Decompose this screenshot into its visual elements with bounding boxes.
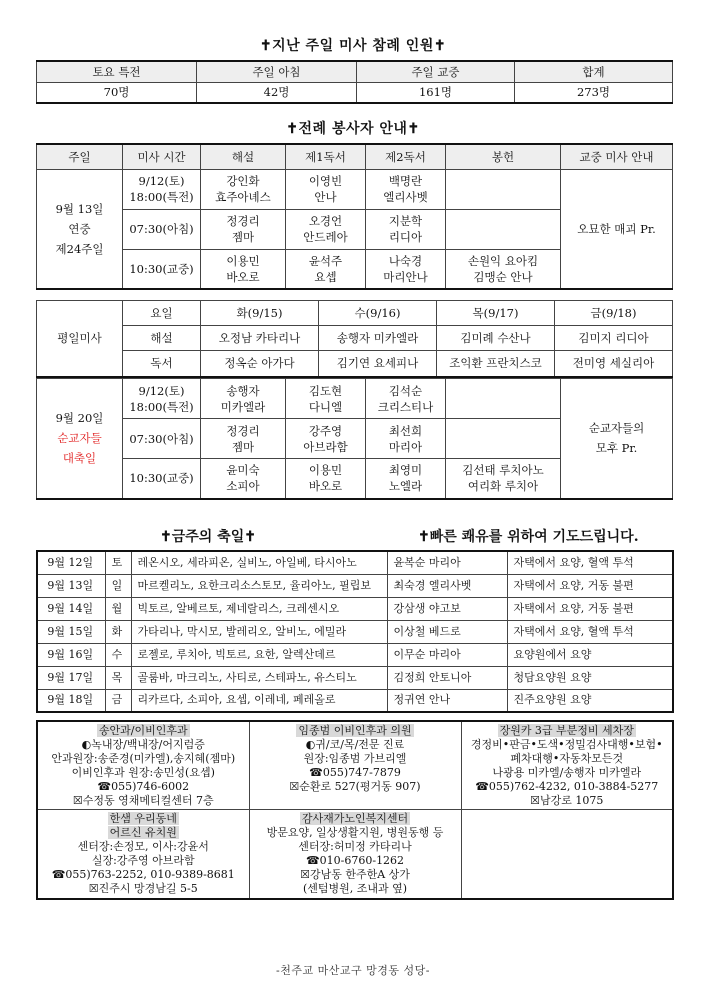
- feast-row: [37, 689, 673, 712]
- feast-date: 9월 12일: [37, 551, 105, 574]
- sunday2-table: [36, 378, 673, 500]
- weekday-table: [36, 300, 673, 378]
- attendance-value: 42명: [197, 82, 357, 103]
- reader2: 지분학 리디아: [366, 209, 446, 249]
- mass-time: 07:30(아침): [123, 419, 201, 459]
- sunday2-notice: 순교자들의 모후 Pr.: [561, 379, 673, 499]
- commentator: 강인화 효주아녜스: [201, 169, 286, 209]
- feast-dow: 목: [105, 666, 131, 689]
- reader1: 강주영 아브라함: [286, 419, 366, 459]
- mass-time: 9/12(토) 18:00(특전): [123, 379, 201, 419]
- reader1: 오경언 안드레아: [286, 209, 366, 249]
- sunday1-day-line3: 제24주일: [55, 241, 104, 256]
- commentator: 정경리 젬마: [201, 419, 286, 459]
- weekday-cell: 전미영 세실리아: [555, 351, 673, 377]
- mass-time: 10:30(교중): [123, 459, 201, 499]
- weekday-cell: 김미례 수산나: [437, 326, 555, 351]
- feast-status: 청담요양원 요양: [507, 666, 673, 689]
- attendance-header: 합계: [515, 61, 673, 82]
- weekday-cell: 오정남 카타리나: [201, 326, 319, 351]
- servers-header: 봉헌: [446, 144, 561, 169]
- commentator: 이용민 바오로: [201, 249, 286, 289]
- feast-date: 9월 16일: [37, 643, 105, 666]
- feast-row: [37, 551, 673, 574]
- feast-saints: 로젤로, 루치아, 빅토르, 요한, 알렉산데르: [131, 643, 387, 666]
- offertory: 김선태 루치아노 여리화 루치아: [446, 459, 561, 499]
- attendance-table: [36, 60, 673, 104]
- feast-row: [37, 643, 673, 666]
- ad-song-clinic: 송안과/이비인후과 ◐녹내장/백내장/어지럼증 안과원장:송준경(미카엘),송지혜(젬마) 이비인후과 원장:송민성(요셉) ☎055)746-6002 ☒수정동 영채메티컬센터 7층: [37, 721, 249, 809]
- feast-dow: 토: [105, 551, 131, 574]
- sunday1-day-line2: 연중: [68, 221, 91, 236]
- weekday-label: 평일미사: [37, 301, 123, 377]
- offertory: [446, 419, 561, 459]
- attendance-title: ✝지난 주일 미사 참례 인원✝: [259, 38, 447, 54]
- feast-status: 자택에서 요양, 거동 불편: [507, 574, 673, 597]
- servers-header: 미사 시간: [123, 144, 201, 169]
- feast-status: 자택에서 요양, 거동 불편: [507, 597, 673, 620]
- feast-row: [37, 666, 673, 689]
- feast-row: [37, 574, 673, 597]
- feasts-title: ✝금주의 축일✝: [160, 529, 256, 545]
- attendance-value: 161명: [357, 82, 515, 103]
- feast-patient: 김정희 안토니아: [387, 666, 507, 689]
- ad-car-service: 장원카 3급 부분정비 세차장 경정비•판금•도색•정밀검사대행•보험• 폐차대행•자동차모든것 나광용 미카엘/송행자 미카엘라 ☎055)762-4232, 010-3884-5277 ☒남강로 1075: [461, 721, 673, 809]
- feast-patient: 정귀연 안나: [387, 689, 507, 712]
- servers-header: 제2독서: [366, 144, 446, 169]
- mass-time: 07:30(아침): [123, 209, 201, 249]
- servers-header: 해설: [201, 144, 286, 169]
- feast-saints: 가타리나, 막시모, 발레리오, 알비노, 에밀라: [131, 620, 387, 643]
- sunday2-day-line1: 9월 20일: [55, 411, 104, 426]
- commentator: 정경리 젬마: [201, 209, 286, 249]
- servers-header: 주일: [37, 144, 123, 169]
- ad-hansaem: 한샘 우리동네 어르신 유치원 센터장:손정모, 이사:강윤서 실장:강주영 아브라함 ☎055)763-2252, 010-9389-8681 ☒진주시 망경남길 5-5: [37, 809, 249, 899]
- weekday-cell: 요일: [123, 301, 201, 326]
- offertory: [446, 169, 561, 209]
- feast-date: 9월 15일: [37, 620, 105, 643]
- reader2: 백명란 엘리사벳: [366, 169, 446, 209]
- feast-dow: 월: [105, 597, 131, 620]
- weekday-cell: 정옥순 아가다: [201, 351, 319, 377]
- feast-saints: 골룸바, 마크리노, 사티로, 스테파노, 유스티노: [131, 666, 387, 689]
- feast-row: [37, 597, 673, 620]
- feast-patient: 윤복순 마리아: [387, 551, 507, 574]
- feast-saints: 마르켈리노, 요한크리소스토모, 율리아노, 필립보: [131, 574, 387, 597]
- sunday2-day: [37, 379, 123, 499]
- weekday-cell: 송행자 미카엘라: [319, 326, 437, 351]
- weekday-cell: 김기연 요세피나: [319, 351, 437, 377]
- feast-saints: 빅토르, 알베르토, 제네랄리스, 크레센시오: [131, 597, 387, 620]
- reader1: 이용민 바오로: [286, 459, 366, 499]
- feast-patient: 강삼생 야고보: [387, 597, 507, 620]
- reader2: 나숙경 마리안나: [366, 249, 446, 289]
- feast-date: 9월 18일: [37, 689, 105, 712]
- offertory: [446, 379, 561, 419]
- weekday-cell: 독서: [123, 351, 201, 377]
- feast-status: 요양원에서 요양: [507, 643, 673, 666]
- feast-dow: 일: [105, 574, 131, 597]
- servers-header: 제1독서: [286, 144, 366, 169]
- feasts-table: [36, 550, 674, 713]
- feast-saints: 리카르다, 소피아, 요셉, 이레네, 페레올로: [131, 689, 387, 712]
- footer: -천주교 마산교구 망경동 성당-: [276, 964, 430, 977]
- feast-dow: 금: [105, 689, 131, 712]
- ad-empty: [461, 809, 673, 899]
- feast-date: 9월 17일: [37, 666, 105, 689]
- weekday-cell: 김미지 리디아: [555, 326, 673, 351]
- commentator: 송행자 미카엘라: [201, 379, 286, 419]
- feast-patient: 이상철 베드로: [387, 620, 507, 643]
- reader1: 윤석주 요셉: [286, 249, 366, 289]
- ad-gamsa-center: 감사재가노인복지센터 방문요양, 일상생활지원, 병원동행 등 센터장:허미정 카타리나 ☎010-6760-1262 ☒강남동 한주한A 상가 (센텀병원, 조내과 옆): [249, 809, 461, 899]
- feast-date: 9월 14일: [37, 597, 105, 620]
- servers-table: [36, 143, 673, 290]
- feast-patient: 이무순 마리아: [387, 643, 507, 666]
- feast-patient: 최숙경 엘리사벳: [387, 574, 507, 597]
- weekday-cell: 조익환 프란치스코: [437, 351, 555, 377]
- sunday2-day-line3: 대축일: [62, 451, 97, 466]
- feast-dow: 수: [105, 643, 131, 666]
- weekday-cell: 해설: [123, 326, 201, 351]
- offertory: [446, 209, 561, 249]
- reader2: 최영미 노엘라: [366, 459, 446, 499]
- weekday-cell: 목(9/17): [437, 301, 555, 326]
- weekday-cell: 수(9/16): [319, 301, 437, 326]
- reader1: 김도현 다니엘: [286, 379, 366, 419]
- commentator: 윤미숙 소피아: [201, 459, 286, 499]
- offertory: 손원익 요아킴 김맹순 안나: [446, 249, 561, 289]
- feast-status: 자택에서 요양, 혈액 투석: [507, 551, 673, 574]
- servers-header: 교중 미사 안내: [561, 144, 673, 169]
- feast-status: 진주요양원 요양: [507, 689, 673, 712]
- reader2: 김석순 크리스티나: [366, 379, 446, 419]
- prayers-title: ✝빠른 쾌유를 위하여 기도드립니다.: [418, 529, 639, 545]
- weekday-cell: 화(9/15): [201, 301, 319, 326]
- attendance-header: 주일 교중: [357, 61, 515, 82]
- feast-saints: 레온시오, 세라피온, 실비노, 아일베, 타시아노: [131, 551, 387, 574]
- sunday1-day: [37, 169, 123, 289]
- ads-table: [36, 720, 674, 900]
- reader2: 최선희 마리아: [366, 419, 446, 459]
- ad-lim-ent: 임종범 이비인후과 의원 ◐귀/코/목/전문 진료 원장:임종범 가브리엘 ☎055)747-7879 ☒순환로 527(평거동 907): [249, 721, 461, 809]
- attendance-header: 토요 특전: [37, 61, 197, 82]
- attendance-value: 70명: [37, 82, 197, 103]
- sunday2-day-line2: 순교자들: [57, 431, 102, 446]
- feast-dow: 화: [105, 620, 131, 643]
- mass-time: 10:30(교중): [123, 249, 201, 289]
- weekday-cell: 금(9/18): [555, 301, 673, 326]
- mass-time: 9/12(토) 18:00(특전): [123, 169, 201, 209]
- reader1: 이영빈 안나: [286, 169, 366, 209]
- sunday1-day-line1: 9월 13일: [55, 201, 104, 216]
- feast-date: 9월 13일: [37, 574, 105, 597]
- sunday1-notice: 오묘한 매괴 Pr.: [561, 169, 673, 289]
- feast-row: [37, 620, 673, 643]
- attendance-header: 주일 아침: [197, 61, 357, 82]
- servers-title: ✝전례 봉사자 안내✝: [286, 121, 420, 137]
- attendance-value: 273명: [515, 82, 673, 103]
- feast-status: 자택에서 요양, 혈액 투석: [507, 620, 673, 643]
